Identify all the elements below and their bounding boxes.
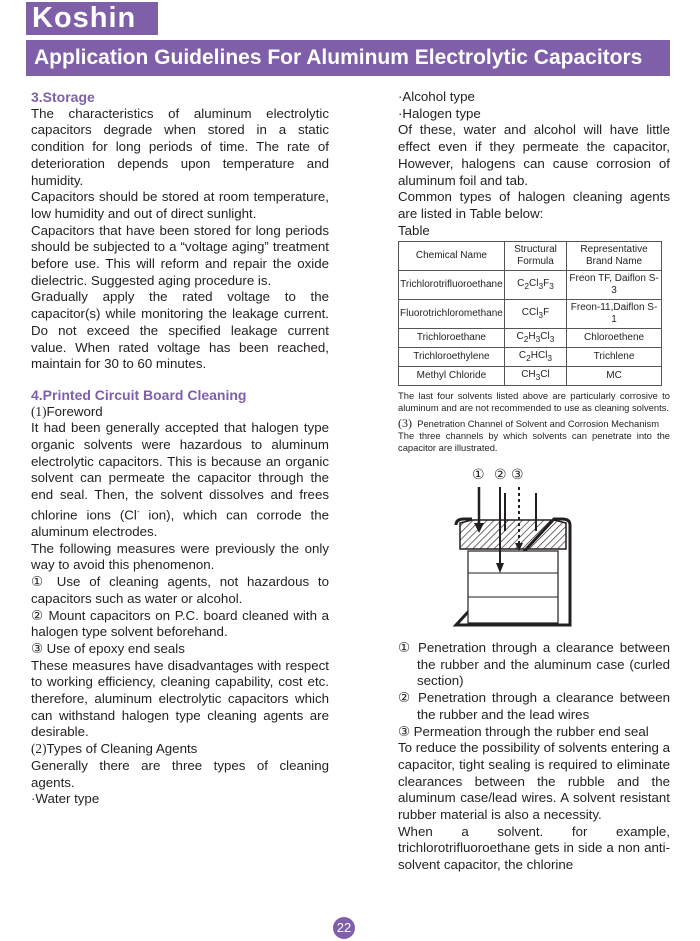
penetration-subheading [398,415,670,430]
capacitor-element [468,551,558,623]
table-row [399,367,662,386]
chemical-name-cell: Trichlorotrifluoroethane [399,271,505,300]
types-label: Types of Cleaning Agents [46,741,198,757]
types-number: (2) [31,741,47,757]
channel-description: ③ Permeation through the rubber end seal [398,723,649,739]
measure-item: ① Use of cleaning agents, not hazardous to capacitors such as water or alcohol. [31,574,329,606]
chemical-name-cell: Trichloroethane [399,329,505,348]
left-column [31,89,329,808]
table-header-row [399,242,662,271]
measure-item: ③ Use of epoxy end seals [31,640,185,656]
penetration-title: Penetration Channel of Solvent and Corrosion Mechanism [417,417,660,429]
storage-paragraph: Capacitors should be stored at room temperature, low humidity and out of direct sunlight. [31,189,329,221]
types-subheading [31,741,329,758]
channel-description: ② Penetration through a clearance between the rubber and the lead wires [398,690,670,722]
type-item: ·Halogen type [398,105,481,121]
foreword-text-a: It had been generally accepted that halogen type organic solvents were hazardous to aluminum electrolytic capacitors. This is because an organic solvent can permeate the capacitor through the end seal. Then, the solvent dissolves and frees chlorine ions (Cl [31,420,329,523]
brand-name-cell: MC [567,367,662,386]
solvent-example-paragraph: When a solvent. for example, trichlorotrifluoroethane gets in side a non anti-solvent capacitor, the chlorine [398,823,670,873]
penetration-number: (3) [398,415,412,430]
chemical-name-cell: Fluorotrichloromethane [399,300,505,329]
type-item: ·Water type [31,791,100,807]
brand-name-cell: Chloroethene [567,329,662,348]
formula-cell: $C_2H_3Cl_3$ [504,329,566,348]
formula-cell: $C_2HCl_3$ [504,348,566,367]
table-header-cell: Chemical Name [399,242,505,271]
pcb-heading: 4.Printed Circuit Board Cleaning [31,386,247,403]
capacitor-cross-section-figure [450,465,670,632]
chloride-superscript: - [136,506,140,516]
table-label: Table [398,222,430,238]
brand-name-cell: Trichlene [567,348,662,367]
table-row [399,271,662,300]
types-intro: Generally there are three types of cleaning agents. [31,757,329,790]
types-effect-paragraph: Of these, water and alcohol will have little effect even if they permeate the capacitor, However, halogens can cause corrosion of aluminum foil and tab. [398,122,670,188]
channel-label: ③ [511,467,524,484]
table-row [399,329,662,348]
table-row [399,348,662,367]
foreword-number: (1) [31,403,47,419]
measures-intro: The following measures were previously the only way to avoid this phenomenon. [31,540,329,573]
sealing-paragraph: To reduce the possibility of solvents entering a capacitor, tight sealing is required to eliminate clearances between the rubble and the aluminum case/lead wires. A solvent resistant rubber material is also a necessity. [398,740,671,823]
formula-cell: $C_2Cl_3F_3$ [504,271,566,300]
capacitor-diagram [450,465,574,627]
type-item: ·Alcohol type [398,89,475,104]
measure-item: ② Mount capacitors on P.C. board cleaned with a halogen type solvent beforehand. [31,607,329,640]
brand-logo: Koshin [26,2,158,35]
table-header-cell: Structural Formula [504,242,566,271]
foreword-paragraph [31,420,329,540]
foreword-label: Foreword [46,403,103,419]
three-channels-text: The three channels by which solvents can penetrate into the capacitor are illustrated. [398,429,670,453]
foreword-subheading [31,404,329,421]
channel-label: ② [494,467,507,484]
formula-cell: CCl$_3$F [504,300,566,329]
storage-paragraph: Capacitors that have been stored for long periods should be subjected to a “voltage aging” treatment before use. This will reform and repair the oxide dielectric. Suggested aging procedure is. [31,222,329,288]
storage-heading: 3.Storage [31,89,95,105]
table-header-cell: Representative Brand Name [567,242,662,271]
brand-name-cell: Freon TF, Daiflon S-3 [567,271,662,300]
table-note: The last four solvents listed above are particularly corrosive to aluminum and are not recommended to use as cleaning solvents. [398,390,670,414]
table-row [399,300,662,329]
storage-paragraph: Gradually apply the rated voltage to the capacitor(s) while monitoring the leakage current. Do not exceed the specified leakage current value. When rated voltage has been reached, maintain for 30 to 60 minutes. [31,289,329,372]
foreword-text-b: ion), which can corrode the aluminum electrodes. [31,507,329,539]
brand-name-cell: Freon-11,Daiflon S-1 [567,300,662,329]
halogen-agents-table [398,241,662,386]
measures-disadvantages: These measures have disadvantages with respect to working efficiency, cleaning capability, cost etc. therefore, aluminum electrolytic capacitors which can withstand halogen type cleaning agents are desirable. [31,657,329,740]
halogen-list-intro: Common types of halogen cleaning agents are listed in Table below: [398,189,670,221]
right-column [398,89,670,874]
channel-description: ① Penetration through a clearance between the rubber and the aluminum case (curled section) [398,640,670,689]
chemical-name-cell: Trichloroethylene [399,348,505,367]
formula-cell: $CH_3Cl$ [504,367,566,386]
chemical-name-cell: Methyl Chloride [399,367,505,386]
storage-paragraph: The characteristics of aluminum electrolytic capacitors degrade when stored in a static condition for long periods of time. The rate of deterioration depends upon temperature and humidity. [31,105,329,188]
page-number: 22 [333,917,355,939]
page-title: Application Guidelines For Aluminum Electrolytic Capacitors [26,40,670,76]
channel-label: ① [472,467,485,484]
